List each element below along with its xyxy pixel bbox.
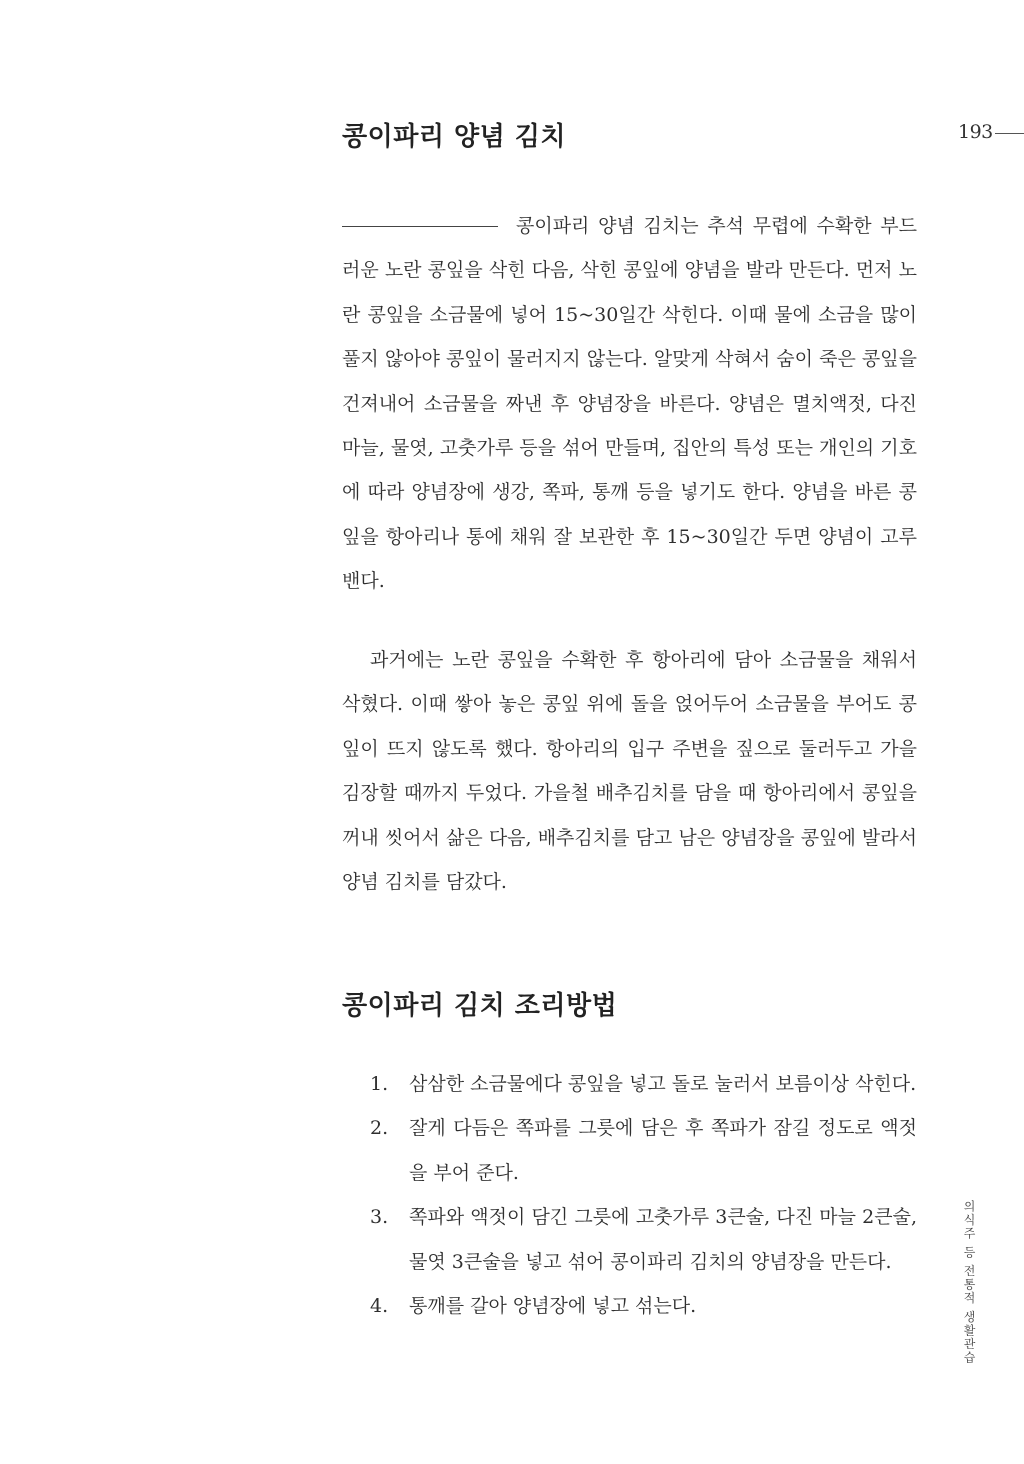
step-text: 삼삼한 소금물에다 콩잎을 넣고 돌로 눌러서 보름이상 삭힌다.: [409, 1073, 917, 1095]
recipe-step: [370, 1062, 917, 1106]
step-number: 4.: [370, 1295, 389, 1318]
history-paragraph: 과거에는 노란 콩잎을 수확한 후 항아리에 담아 소금물을 채워서 삭혔다. 이때 쌓아 놓은 콩잎 위에 돌을 얹어두어 소금물을 부어도 콩잎이 뜨지 않도록 했다. 항아리의 입구 주변을 짚으로 둘러두고 가을 김장할 때까지 두었다. 가을철 배추김치를 담을 때 항아리에서 콩잎을 꺼내 씻어서 삶은 다음, 배추김치를 담고 남은 양념장을 콩잎에 발라서 양념 김치를 담갔다.: [342, 649, 917, 894]
step-number: 2.: [370, 1117, 389, 1140]
page-number-rule: [995, 133, 1024, 134]
recipe-step: [370, 1106, 917, 1195]
section-title-recipe: 콩이파리 김치 조리방법: [342, 991, 618, 1021]
step-number: 1.: [370, 1073, 389, 1095]
step-text: 쪽파와 액젓이 담긴 그릇에 고춧가루 3큰술, 다진 마늘 2큰술, 물엿 3큰술을 넣고 섞어 콩이파리 김치의 양념장을 만든다.: [409, 1206, 917, 1273]
recipe-steps: [370, 1062, 917, 1328]
intro-paragraph: 콩이파리 양념 김치는 추석 무렵에 수확한 부드러운 노란 콩잎을 삭힌 다음, 삭힌 콩잎에 양념을 발라 만든다. 먼저 노란 콩잎을 소금물에 넣어 15~30일간 삭힌다. 이때 물에 소금을 많이 풀지 않아야 콩잎이 물러지지 않는다. 알맞게 삭혀서 숨이 죽은 콩잎을 건져내어 소금물을 짜낸 후 양념장을 바른다. 양념은 멸치액젓, 다진 마늘, 물엿, 고춧가루 등을 섞어 만들며, 집안의 특성 또는 개인의 기호에 따라 양념장에 생강, 쪽파, 통깨 등을 넣기도 한다. 양념을 바른 콩잎을 항아리나 통에 채워 잘 보관한 후 15~30일간 두면 양념이 고루 밴다.: [342, 215, 917, 593]
step-number: 3.: [370, 1206, 389, 1229]
recipe-step: [370, 1195, 917, 1284]
page-number: 193: [958, 121, 993, 143]
side-caption: 의식주 등 전통적 생활관습: [962, 1200, 976, 1365]
step-text: 잘게 다듬은 쪽파를 그릇에 담은 후 쪽파가 잠길 정도로 액젓을 부어 준다.: [409, 1117, 917, 1184]
step-text: 통깨를 갈아 양념장에 넣고 섞는다.: [409, 1295, 697, 1318]
section-title-kimchi: 콩이파리 양념 김치: [342, 122, 567, 152]
recipe-step: [370, 1284, 917, 1328]
